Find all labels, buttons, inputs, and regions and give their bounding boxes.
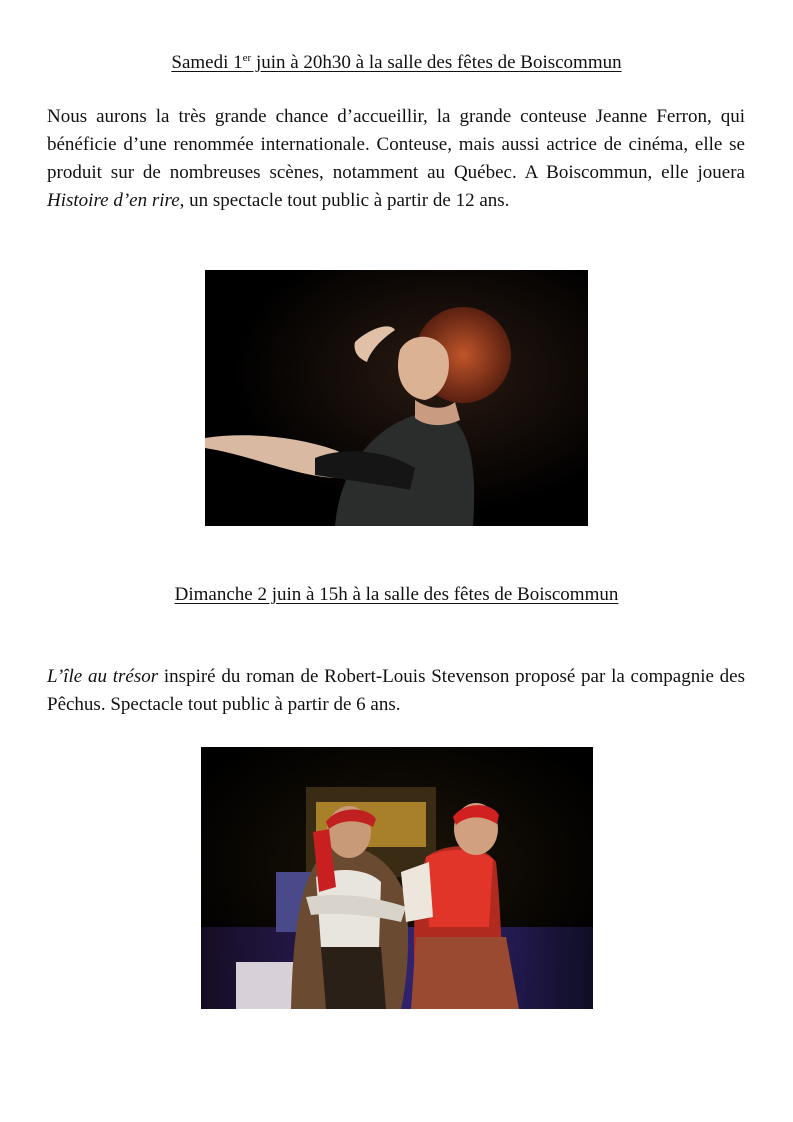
heading-superscript: er [242,52,252,64]
paragraph-text: inspiré du roman de Robert-Louis Stevenson proposé par la compagnie des Pêchus. Spectacle tout public à partir de 6 ans. [47,666,746,715]
section2-paragraph [47,663,745,719]
paragraph-text: Nous aurons la très grande chance d’accueillir, la grande conteuse Jeanne Ferron, qui bénéficie d’une renommée internationale. Conteuse, mais aussi actrice de cinéma, elle se produit sur de nombreuses scènes, notamment au Québec. A Boiscommun, elle jouera [47,106,745,183]
section1-paragraph [47,103,745,215]
storyteller-photo [205,270,588,526]
section1-heading [0,52,793,74]
show-title: Histoire d’en rire [47,190,180,211]
pirates-photo [201,747,593,1009]
section2-heading: Dimanche 2 juin à 15h à la salle des fêtes de Boiscommun [174,584,619,605]
paragraph-text-end: , un spectacle tout public à partir de 12 ans. [179,190,510,211]
heading-text-rest: juin à 20h30 à la salle des fêtes de Boiscommun [251,52,622,73]
show-title: L’île au trésor [47,666,159,687]
heading-text: Samedi 1 [171,52,243,73]
